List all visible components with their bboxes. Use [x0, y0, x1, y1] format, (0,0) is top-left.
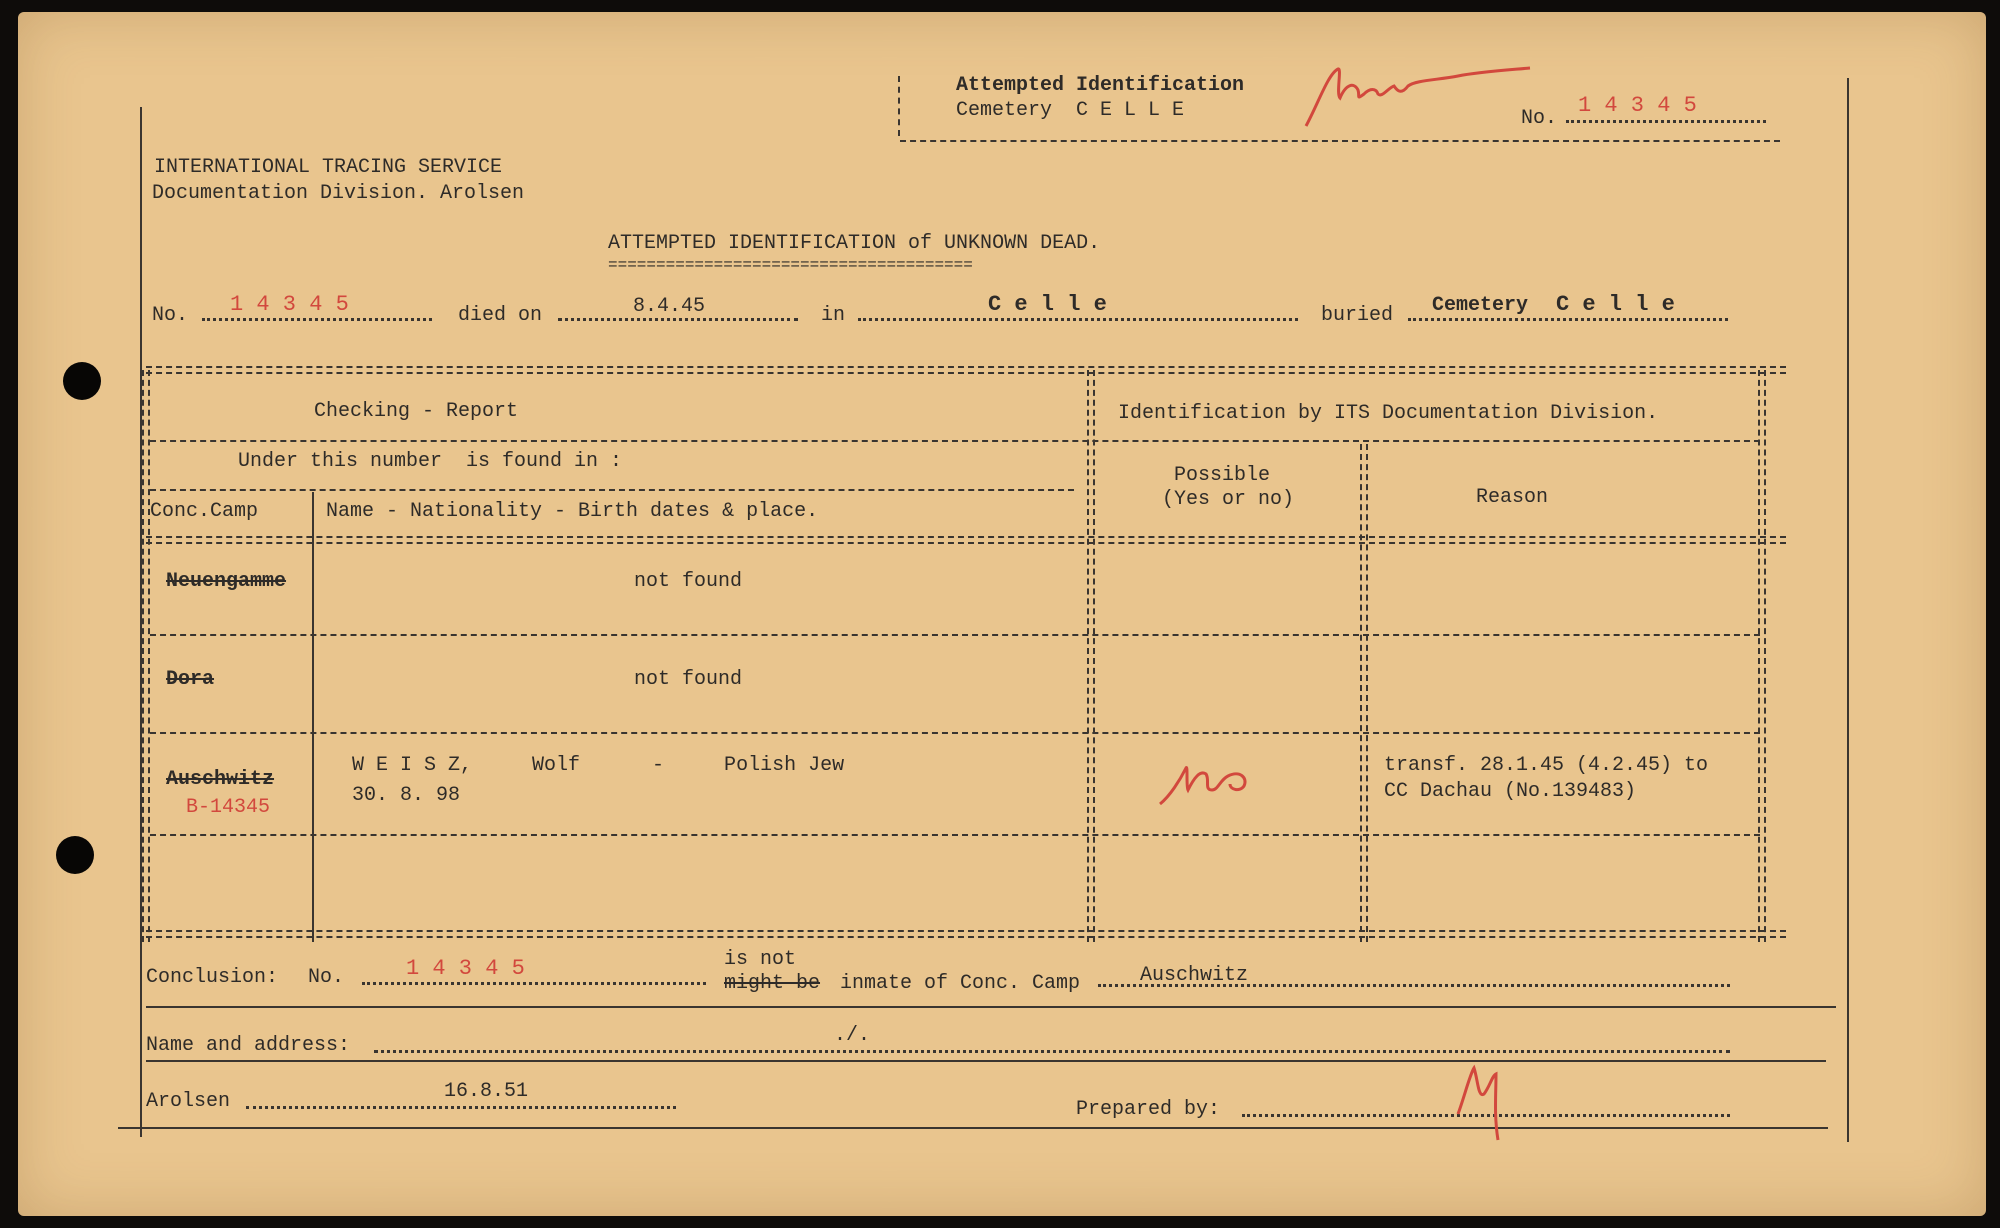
right-border-line — [1847, 78, 1849, 1142]
table-right-border — [1758, 370, 1766, 942]
punch-hole-top — [63, 362, 101, 400]
record-buried-value-1: Cemetery — [1432, 294, 1529, 317]
table-line-under-number — [150, 489, 1074, 491]
record-in-label: in — [821, 304, 846, 327]
table-left-border — [142, 370, 150, 942]
record-buried-label: buried — [1321, 304, 1394, 327]
row1-bottom-line — [150, 634, 1760, 636]
form-title: ATTEMPTED IDENTIFICATION of UNKNOWN DEAD. — [608, 232, 1101, 255]
header-box-left-line — [898, 76, 900, 136]
header-box-line2: Cemetery C E L L E — [956, 99, 1185, 122]
record-buried-dots — [1408, 318, 1728, 321]
col-header-name: Name - Nationality - Birth dates & place. — [326, 500, 819, 523]
col-header-possible-1: Possible — [1174, 464, 1271, 487]
conclusion-might-be: might be — [724, 972, 821, 995]
header-no-label: No. — [1521, 107, 1558, 130]
conclusion-camp: Auschwitz — [1140, 964, 1249, 987]
name-address-value: ./. — [834, 1024, 871, 1047]
table-bottom-border — [146, 930, 1786, 938]
record-no-dots — [202, 318, 432, 321]
table-divider-camp — [312, 492, 314, 942]
punch-hole-bottom — [56, 836, 94, 874]
header-box-line1: Attempted Identification — [956, 74, 1245, 97]
row1-name: not found — [634, 570, 743, 593]
name-address-rule — [146, 1060, 1826, 1062]
header-no-value: 1 4 3 4 5 — [1578, 93, 1697, 118]
row2-name: not found — [634, 668, 743, 691]
header-box-bottom-line — [900, 140, 1780, 142]
under-number-text: Under this number is found in : — [238, 450, 623, 473]
prepared-by-signature — [1444, 1064, 1514, 1144]
identification-heading: Identification by ITS Documentation Division. — [1118, 402, 1659, 425]
table-divider-main — [1087, 370, 1095, 942]
record-died-label: died on — [458, 304, 543, 327]
table-header-bottom-border — [146, 536, 1786, 544]
record-in-dots — [858, 318, 1298, 321]
row3-possible-handwritten-no — [1156, 760, 1276, 810]
row2-camp: Dora — [166, 668, 215, 691]
col-header-camp: Conc.Camp — [150, 500, 259, 523]
name-address-label: Name and address: — [146, 1034, 351, 1057]
agency-line1: INTERNATIONAL TRACING SERVICE — [154, 156, 503, 179]
row3-bottom-line — [150, 834, 1760, 836]
row2-bottom-line — [150, 732, 1760, 734]
header-no-dots — [1566, 120, 1766, 123]
record-no-label: No. — [152, 304, 189, 327]
record-in-value: C e l l e — [988, 292, 1107, 317]
table-top-border — [146, 366, 1786, 374]
conclusion-no-dots — [362, 982, 706, 985]
conclusion-is-not: is not — [724, 948, 797, 971]
row3-name: W E I S Z, Wolf - Polish Jew — [352, 754, 845, 777]
record-no-value: 1 4 3 4 5 — [230, 292, 349, 317]
record-died-value: 8.4.45 — [633, 295, 706, 318]
handwritten-none-signature — [1298, 64, 1538, 134]
conclusion-camp-dots — [1098, 984, 1730, 987]
name-address-dots — [374, 1050, 1730, 1053]
conclusion-inmate-text: inmate of Conc. Camp — [840, 972, 1081, 995]
footer-date-dots — [246, 1106, 676, 1109]
table-divider-possible — [1360, 444, 1368, 942]
row3-reason-2: CC Dachau (No.139483) — [1384, 780, 1637, 803]
footer-date: 16.8.51 — [444, 1080, 529, 1103]
footer-prepared-label: Prepared by: — [1076, 1098, 1221, 1121]
row3-camp-number: B-14345 — [186, 796, 271, 819]
agency-line2: Documentation Division. Arolsen — [152, 182, 525, 205]
table-line-under-heading — [150, 440, 1760, 442]
form-title-underline: ====================================== — [608, 256, 973, 274]
record-died-dots — [558, 318, 798, 321]
col-header-possible-2: (Yes or no) — [1162, 488, 1295, 511]
checking-report-heading: Checking - Report — [314, 400, 519, 423]
index-card — [18, 12, 1986, 1216]
footer-place-label: Arolsen — [146, 1090, 231, 1113]
row3-camp: Auschwitz — [166, 768, 275, 791]
row3-reason-1: transf. 28.1.45 (4.2.45) to — [1384, 754, 1709, 777]
conclusion-no-value: 1 4 3 4 5 — [406, 956, 525, 981]
conclusion-label: Conclusion: — [146, 966, 279, 989]
row3-birthdate: 30. 8. 98 — [352, 784, 461, 807]
record-buried-value-2: C e l l e — [1556, 292, 1675, 317]
bottom-border-line — [118, 1127, 1828, 1129]
col-header-reason: Reason — [1476, 486, 1549, 509]
row1-camp: Neuengamme — [166, 570, 287, 593]
conclusion-no-label: No. — [308, 966, 345, 989]
conclusion-rule — [146, 1006, 1836, 1008]
